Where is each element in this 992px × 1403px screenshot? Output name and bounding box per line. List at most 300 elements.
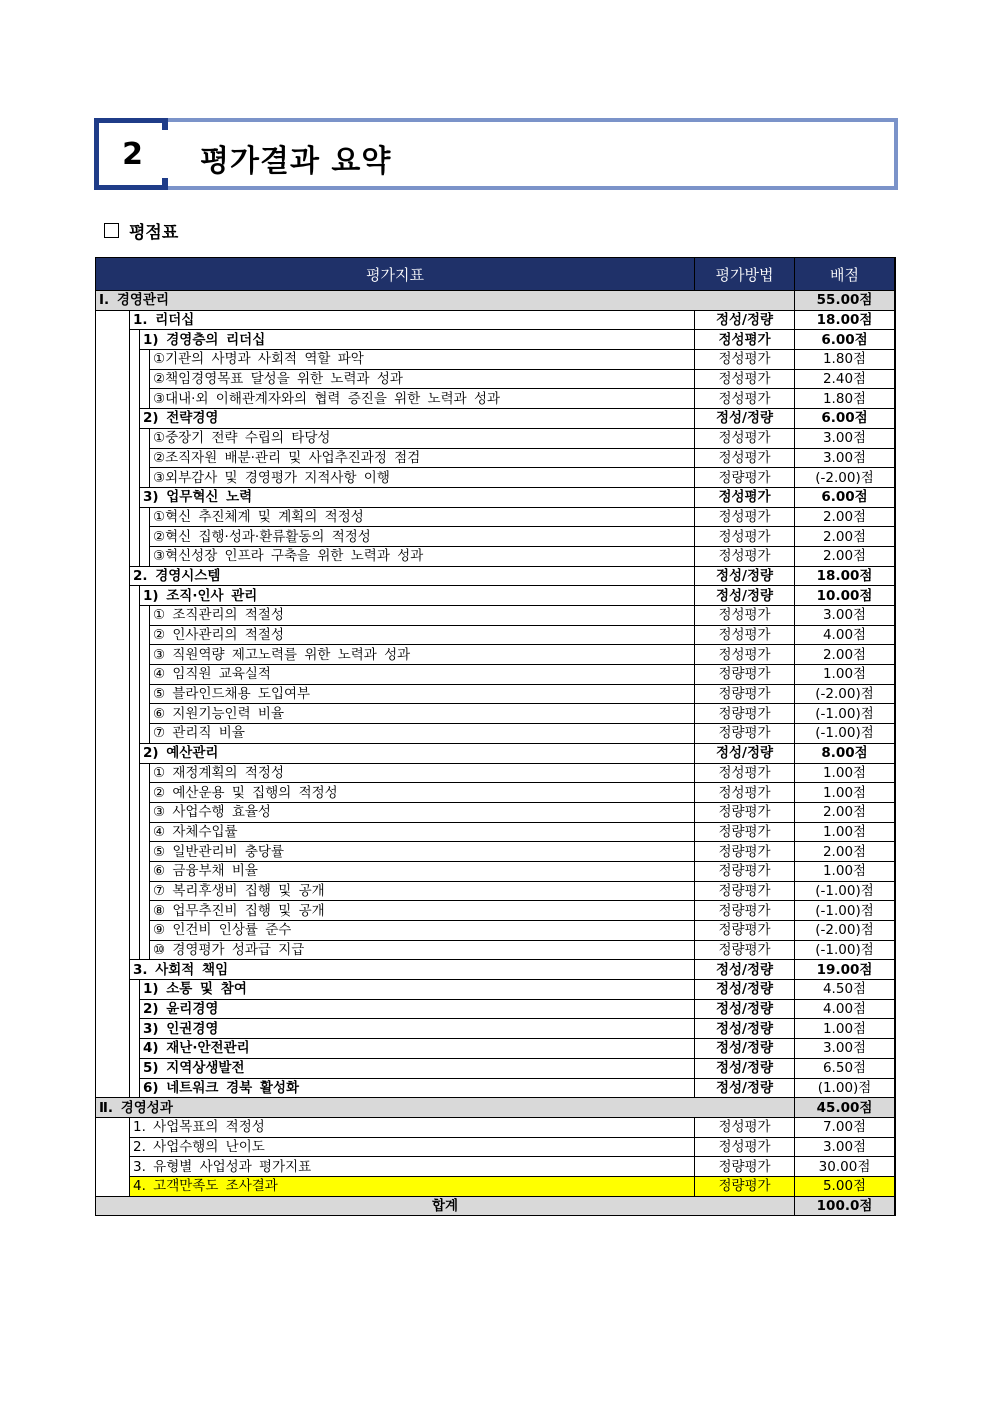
indent-cell xyxy=(130,409,140,429)
score-cell: 6.00점 xyxy=(795,487,895,507)
indent-cell xyxy=(130,546,140,566)
indicator-label: ③대내·외 이해관계자와의 협력 증진을 위한 노력과 성과 xyxy=(150,389,695,409)
indent-cell xyxy=(96,802,130,822)
score-cell: 3.00점 xyxy=(795,1039,895,1059)
indent-cell xyxy=(130,350,140,370)
method-cell: 정성평가 xyxy=(695,369,795,389)
header-method: 평가방법 xyxy=(695,258,795,291)
indent-cell xyxy=(130,822,140,842)
indent-cell xyxy=(96,606,130,626)
table-row xyxy=(96,1098,896,1118)
indicator-label: 2) 윤리경영 xyxy=(140,999,695,1019)
table-row xyxy=(96,881,896,901)
earned-cell xyxy=(895,468,896,488)
indent-cell xyxy=(96,448,130,468)
indicator-label: 2) 전략경영 xyxy=(140,409,695,429)
earned-cell xyxy=(895,940,896,960)
indent-cell xyxy=(130,704,140,724)
indent-cell xyxy=(96,1039,130,1059)
score-cell: 1.00점 xyxy=(795,763,895,783)
indent-cell xyxy=(140,724,150,744)
method-cell: 정량평가 xyxy=(695,940,795,960)
earned-cell xyxy=(895,763,896,783)
score-cell: 4.00점 xyxy=(795,625,895,645)
score-cell: 1.00점 xyxy=(795,665,895,685)
indicator-label: ⑨ 인건비 인상률 준수 xyxy=(150,921,695,941)
method-cell: 정성평가 xyxy=(695,330,795,350)
header-indicator: 평가지표 xyxy=(96,258,695,291)
indicator-label: ④ 임직원 교육실적 xyxy=(150,665,695,685)
score-table xyxy=(95,257,896,1216)
indent-cell xyxy=(130,507,140,527)
method-cell: 정량평가 xyxy=(695,861,795,881)
method-cell: 정량평가 xyxy=(695,1157,795,1177)
score-cell: (-1.00)점 xyxy=(795,881,895,901)
indent-cell xyxy=(96,881,130,901)
earned-cell xyxy=(895,1039,896,1059)
earned-cell xyxy=(895,448,896,468)
score-cell: 1.00점 xyxy=(795,1019,895,1039)
method-cell: 정성/정량 xyxy=(695,999,795,1019)
indicator-label: ⑧ 업무추진비 집행 및 공개 xyxy=(150,901,695,921)
indent-cell xyxy=(96,960,130,980)
section-number: 2 xyxy=(122,136,143,172)
table-row xyxy=(96,369,896,389)
indicator-label: ⑤ 블라인드채용 도입여부 xyxy=(150,684,695,704)
earned-cell xyxy=(895,724,896,744)
table-row xyxy=(96,527,896,547)
indent-cell xyxy=(96,566,130,586)
table-row xyxy=(96,546,896,566)
indent-cell xyxy=(96,901,130,921)
indent-cell xyxy=(96,684,130,704)
method-cell: 정량평가 xyxy=(695,665,795,685)
score-cell: 45.00점 xyxy=(795,1098,895,1118)
earned-cell xyxy=(895,291,896,311)
table-row xyxy=(96,704,896,724)
indent-cell xyxy=(130,802,140,822)
earned-cell xyxy=(895,350,896,370)
table-row xyxy=(96,1137,896,1157)
indicator-label: Ⅰ. 경영관리 xyxy=(96,291,795,311)
section-header xyxy=(94,118,898,190)
score-cell: 30.00점 xyxy=(795,1157,895,1177)
method-cell: 정량평가 xyxy=(695,724,795,744)
indent-cell xyxy=(140,625,150,645)
indicator-label: 3) 인권경영 xyxy=(140,1019,695,1039)
earned-cell xyxy=(895,428,896,448)
score-cell: 6.50점 xyxy=(795,1058,895,1078)
indent-cell xyxy=(96,409,130,429)
score-cell: (-1.00)점 xyxy=(795,901,895,921)
table-row xyxy=(96,999,896,1019)
indent-cell xyxy=(130,783,140,803)
method-cell: 정량평가 xyxy=(695,468,795,488)
indicator-label: ②혁신 집행·성과·환류활동의 적정성 xyxy=(150,527,695,547)
indent-cell xyxy=(130,921,140,941)
indent-cell xyxy=(96,842,130,862)
table-row xyxy=(96,1019,896,1039)
earned-cell xyxy=(895,310,896,330)
table-row xyxy=(96,409,896,429)
earned-cell xyxy=(895,546,896,566)
indent-cell xyxy=(96,980,130,1000)
score-cell: (-1.00)점 xyxy=(795,724,895,744)
score-cell: 3.00점 xyxy=(795,1137,895,1157)
indent-cell xyxy=(96,350,130,370)
method-cell: 정량평가 xyxy=(695,822,795,842)
indicator-label: 1) 조직·인사 관리 xyxy=(140,586,695,606)
indent-cell xyxy=(130,901,140,921)
header-score: 배점 xyxy=(795,258,895,291)
table-row xyxy=(96,783,896,803)
table-row xyxy=(96,940,896,960)
indent-cell xyxy=(140,763,150,783)
indent-cell xyxy=(140,940,150,960)
score-cell: 1.80점 xyxy=(795,389,895,409)
method-cell: 정성평가 xyxy=(695,783,795,803)
table-row xyxy=(96,330,896,350)
total-earned xyxy=(895,1196,896,1216)
table-row xyxy=(96,1078,896,1098)
indent-cell xyxy=(140,783,150,803)
indicator-label: 1) 경영층의 리더십 xyxy=(140,330,695,350)
method-cell: 정량평가 xyxy=(695,704,795,724)
method-cell: 정성평가 xyxy=(695,507,795,527)
earned-cell xyxy=(895,645,896,665)
indent-cell xyxy=(96,999,130,1019)
earned-cell xyxy=(895,665,896,685)
method-cell: 정성/정량 xyxy=(695,586,795,606)
indent-cell xyxy=(130,369,140,389)
table-row xyxy=(96,960,896,980)
table-row xyxy=(96,665,896,685)
earned-cell xyxy=(895,566,896,586)
method-cell: 정성/정량 xyxy=(695,1058,795,1078)
indent-cell xyxy=(140,606,150,626)
score-cell: 1.00점 xyxy=(795,822,895,842)
earned-cell xyxy=(895,822,896,842)
method-cell: 정량평가 xyxy=(695,921,795,941)
score-cell: 18.00점 xyxy=(795,566,895,586)
indent-cell xyxy=(96,665,130,685)
indicator-label: ① 조직관리의 적절성 xyxy=(150,606,695,626)
table-row xyxy=(96,802,896,822)
earned-cell xyxy=(895,999,896,1019)
score-cell: 1.80점 xyxy=(795,350,895,370)
earned-cell xyxy=(895,921,896,941)
indicator-label: ② 예산운용 및 집행의 적정성 xyxy=(150,783,695,803)
indent-cell xyxy=(130,487,140,507)
indent-cell xyxy=(140,468,150,488)
score-cell: 10.00점 xyxy=(795,586,895,606)
method-cell: 정성/정량 xyxy=(695,409,795,429)
earned-cell xyxy=(895,901,896,921)
indent-cell xyxy=(130,1019,140,1039)
earned-cell xyxy=(895,606,896,626)
indicator-label: ③ 직원역량 제고노력를 위한 노력과 성과 xyxy=(150,645,695,665)
indent-cell xyxy=(140,527,150,547)
indent-cell xyxy=(130,389,140,409)
score-cell: 4.50점 xyxy=(795,980,895,1000)
indent-cell xyxy=(130,625,140,645)
earned-cell xyxy=(895,1157,896,1177)
indent-cell xyxy=(130,724,140,744)
indent-cell xyxy=(96,1137,130,1157)
indent-cell xyxy=(96,389,130,409)
total-label: 합계 xyxy=(96,1196,795,1216)
indent-cell xyxy=(130,999,140,1019)
table-row xyxy=(96,1058,896,1078)
earned-cell xyxy=(895,330,896,350)
indent-cell xyxy=(96,1117,130,1137)
method-cell: 정량평가 xyxy=(695,881,795,901)
indent-cell xyxy=(140,684,150,704)
method-cell: 정성평가 xyxy=(695,763,795,783)
indent-cell xyxy=(130,586,140,606)
indicator-label: 6) 네트워크 경북 활성화 xyxy=(140,1078,695,1098)
score-cell: 2.00점 xyxy=(795,546,895,566)
indent-cell xyxy=(96,645,130,665)
table-row xyxy=(96,389,896,409)
indent-cell xyxy=(140,369,150,389)
earned-cell xyxy=(895,704,896,724)
indent-cell xyxy=(130,665,140,685)
earned-cell xyxy=(895,881,896,901)
indent-cell xyxy=(130,448,140,468)
indent-cell xyxy=(140,448,150,468)
earned-cell xyxy=(895,1137,896,1157)
indent-cell xyxy=(96,487,130,507)
indent-cell xyxy=(140,428,150,448)
method-cell: 정성평가 xyxy=(695,389,795,409)
table-row xyxy=(96,487,896,507)
earned-cell xyxy=(895,960,896,980)
indent-cell xyxy=(96,861,130,881)
earned-cell xyxy=(895,861,896,881)
table-row xyxy=(96,822,896,842)
table-row xyxy=(96,606,896,626)
indent-cell xyxy=(96,763,130,783)
subheading xyxy=(104,218,178,243)
indent-cell xyxy=(96,507,130,527)
score-cell: 8.00점 xyxy=(795,743,895,763)
indent-cell xyxy=(96,586,130,606)
indent-cell xyxy=(96,704,130,724)
indent-cell xyxy=(140,665,150,685)
score-cell: (-1.00)점 xyxy=(795,940,895,960)
indent-cell xyxy=(130,881,140,901)
indent-cell xyxy=(140,507,150,527)
method-cell: 정성평가 xyxy=(695,448,795,468)
table-row xyxy=(96,921,896,941)
indent-cell xyxy=(130,428,140,448)
earned-cell xyxy=(895,1176,896,1196)
table-row xyxy=(96,586,896,606)
indicator-label: 2. 경영시스템 xyxy=(130,566,695,586)
table-row xyxy=(96,901,896,921)
indent-cell xyxy=(140,350,150,370)
method-cell: 정량평가 xyxy=(695,1176,795,1196)
indicator-label: ⑦ 복리후생비 집행 및 공개 xyxy=(150,881,695,901)
indent-cell xyxy=(96,822,130,842)
score-cell: (-2.00)점 xyxy=(795,684,895,704)
table-row xyxy=(96,428,896,448)
table-row xyxy=(96,684,896,704)
indent-cell xyxy=(96,369,130,389)
header-earned xyxy=(895,258,896,291)
method-cell: 정성/정량 xyxy=(695,743,795,763)
indent-cell xyxy=(140,389,150,409)
indicator-label: 5) 지역상생발전 xyxy=(140,1058,695,1078)
score-cell: 1.00점 xyxy=(795,861,895,881)
score-cell: 6.00점 xyxy=(795,330,895,350)
score-cell: 3.00점 xyxy=(795,606,895,626)
score-cell: 2.00점 xyxy=(795,645,895,665)
earned-cell xyxy=(895,684,896,704)
table-row xyxy=(96,291,896,311)
total-row xyxy=(96,1196,896,1216)
earned-cell xyxy=(895,980,896,1000)
score-cell: 7.00점 xyxy=(795,1117,895,1137)
indent-cell xyxy=(96,625,130,645)
indent-cell xyxy=(140,861,150,881)
checkbox-icon xyxy=(104,223,119,238)
earned-cell xyxy=(895,783,896,803)
indent-cell xyxy=(96,1019,130,1039)
method-cell: 정성평가 xyxy=(695,625,795,645)
table-row xyxy=(96,1039,896,1059)
earned-cell xyxy=(895,1098,896,1118)
table-row xyxy=(96,448,896,468)
indent-cell xyxy=(96,1157,130,1177)
indent-cell xyxy=(96,1058,130,1078)
indicator-label: ③ 사업수행 효율성 xyxy=(150,802,695,822)
earned-cell xyxy=(895,527,896,547)
indent-cell xyxy=(130,527,140,547)
table-row xyxy=(96,468,896,488)
indent-cell xyxy=(140,704,150,724)
indicator-label: ①중장기 전략 수립의 타당성 xyxy=(150,428,695,448)
indicator-label: 4) 재난·안전관리 xyxy=(140,1039,695,1059)
earned-cell xyxy=(895,802,896,822)
indicator-label: ②조직자원 배분·관리 및 사업추진과정 점검 xyxy=(150,448,695,468)
table-row xyxy=(96,1157,896,1177)
indicator-label: 1. 사업목표의 적정성 xyxy=(130,1117,695,1137)
indicator-label: ② 인사관리의 적절성 xyxy=(150,625,695,645)
indicator-label: ④ 자체수입률 xyxy=(150,822,695,842)
indent-cell xyxy=(96,940,130,960)
method-cell: 정량평가 xyxy=(695,901,795,921)
indicator-label: 3. 사회적 책임 xyxy=(130,960,695,980)
indent-cell xyxy=(130,684,140,704)
earned-cell xyxy=(895,842,896,862)
earned-cell xyxy=(895,743,896,763)
indent-cell xyxy=(140,881,150,901)
score-cell: 1.00점 xyxy=(795,783,895,803)
method-cell: 정성/정량 xyxy=(695,310,795,330)
indicator-label: ②책임경영목표 달성을 위한 노력과 성과 xyxy=(150,369,695,389)
method-cell: 정성/정량 xyxy=(695,1019,795,1039)
earned-cell xyxy=(895,369,896,389)
earned-cell xyxy=(895,625,896,645)
indent-cell xyxy=(140,645,150,665)
indent-cell xyxy=(96,468,130,488)
score-cell: 5.00점 xyxy=(795,1176,895,1196)
indent-cell xyxy=(130,842,140,862)
method-cell: 정성/정량 xyxy=(695,1078,795,1098)
table-row xyxy=(96,724,896,744)
section-title: 평가결과 요약 xyxy=(200,144,392,179)
indent-cell xyxy=(96,310,130,330)
score-cell: (-2.00)점 xyxy=(795,468,895,488)
score-cell: 2.00점 xyxy=(795,842,895,862)
indicator-label: ⑥ 지원기능인력 비율 xyxy=(150,704,695,724)
indicator-label: ⑦ 관리직 비율 xyxy=(150,724,695,744)
table-header-row xyxy=(96,258,896,291)
earned-cell xyxy=(895,1117,896,1137)
indent-cell xyxy=(130,980,140,1000)
earned-cell xyxy=(895,1058,896,1078)
earned-cell xyxy=(895,586,896,606)
method-cell: 정성평가 xyxy=(695,527,795,547)
indent-cell xyxy=(96,546,130,566)
score-cell: 19.00점 xyxy=(795,960,895,980)
indent-cell xyxy=(130,763,140,783)
indent-cell xyxy=(96,428,130,448)
indent-cell xyxy=(130,743,140,763)
earned-cell xyxy=(895,389,896,409)
score-cell: 2.40점 xyxy=(795,369,895,389)
indicator-label: ①혁신 추진체계 및 계획의 적정성 xyxy=(150,507,695,527)
earned-cell xyxy=(895,1078,896,1098)
table-row xyxy=(96,310,896,330)
indent-cell xyxy=(140,901,150,921)
method-cell: 정성평가 xyxy=(695,487,795,507)
table-row xyxy=(96,350,896,370)
section-number-panel xyxy=(94,118,166,190)
method-cell: 정량평가 xyxy=(695,684,795,704)
indent-cell xyxy=(130,330,140,350)
method-cell: 정성평가 xyxy=(695,428,795,448)
subheading-text: 평점표 xyxy=(129,223,179,243)
table-row xyxy=(96,566,896,586)
indicator-label: ⑥ 금융부채 비율 xyxy=(150,861,695,881)
indent-cell xyxy=(96,783,130,803)
method-cell: 정성평가 xyxy=(695,546,795,566)
indicator-label: 1) 소통 및 참여 xyxy=(140,980,695,1000)
indicator-label: 3. 유형별 사업성과 평가지표 xyxy=(130,1157,695,1177)
table-row xyxy=(96,763,896,783)
indicator-label: ③외부감사 및 경영평가 지적사항 이행 xyxy=(150,468,695,488)
indent-cell xyxy=(96,330,130,350)
indent-cell xyxy=(140,802,150,822)
table-row xyxy=(96,842,896,862)
indent-cell xyxy=(130,1078,140,1098)
indent-cell xyxy=(130,1039,140,1059)
indicator-label: 2. 사업수행의 난이도 xyxy=(130,1137,695,1157)
indent-cell xyxy=(130,645,140,665)
earned-cell xyxy=(895,409,896,429)
indent-cell xyxy=(140,842,150,862)
method-cell: 정성평가 xyxy=(695,1117,795,1137)
table-row xyxy=(96,625,896,645)
method-cell: 정성/정량 xyxy=(695,980,795,1000)
score-cell: 2.00점 xyxy=(795,507,895,527)
indicator-label: 3) 업무혁신 노력 xyxy=(140,487,695,507)
indent-cell xyxy=(130,940,140,960)
table-body xyxy=(96,291,896,1216)
